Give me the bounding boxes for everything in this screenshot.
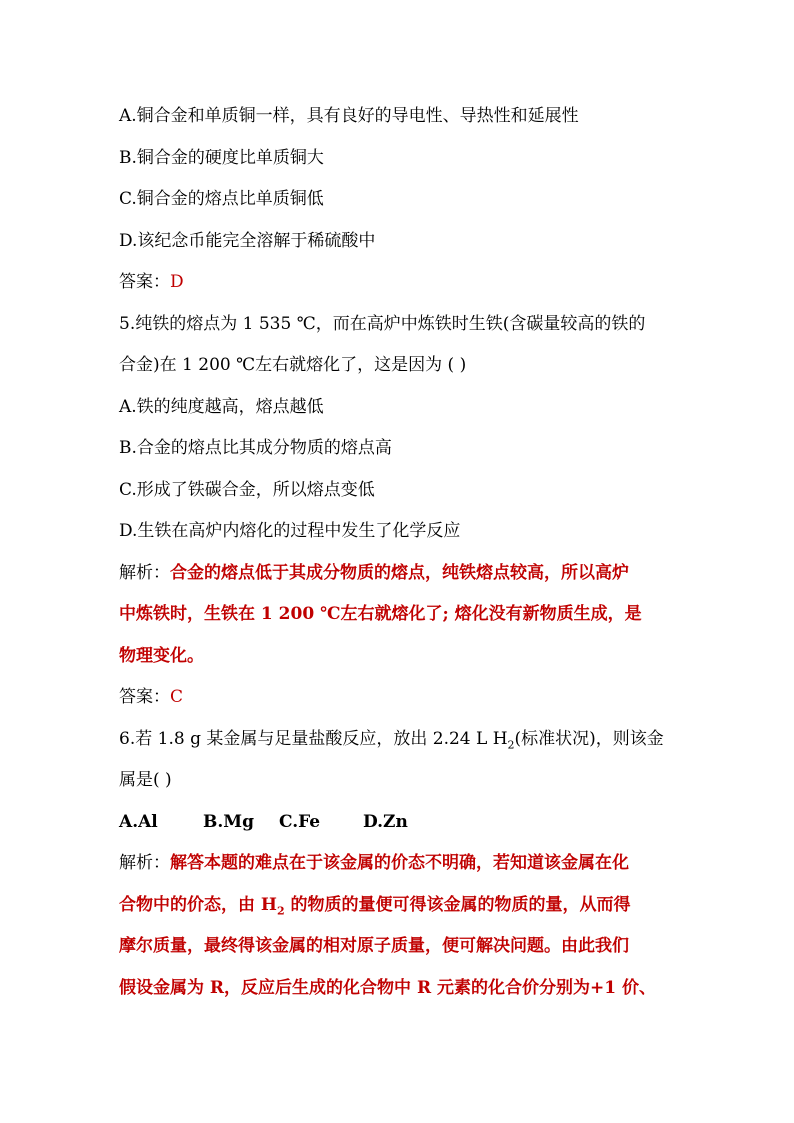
q5-analysis-line3: 物理变化。 (119, 645, 204, 666)
q6-stem-line2: 属是( ) (119, 770, 172, 790)
q6-analysis-line1 (119, 843, 689, 885)
q6-stem-line1 (119, 719, 689, 761)
q5-answer-value: C (170, 687, 184, 707)
q5-option-c: C.形成了铁碳合金，所以熔点变低 (119, 479, 375, 500)
q6-option-a: A.Al (119, 811, 158, 832)
q4-option-d: D.该纪念币能完全溶解于稀硫酸中 (119, 230, 376, 251)
q5-option-b: B.合金的熔点比其成分物质的熔点高 (119, 438, 392, 458)
q5-analysis-line2: 中炼铁时，生铁在 1 200 ℃左右就熔化了; 熔化没有新物质生成，是 (119, 604, 642, 624)
q5-analysis-text-1: 合金的熔点低于其成分物质的熔点，纯铁熔点较高，所以高炉 (170, 562, 629, 583)
q5-analysis-label: 解析： (119, 562, 170, 583)
q4-answer-label: 答案： (119, 272, 170, 292)
q5-option-d: D.生铁在高炉内熔化的过程中发生了化学反应 (119, 521, 461, 541)
q6-option-c: C.Fe (279, 811, 321, 832)
q5-stem-line1: 5.纯铁的熔点为 1 535 ℃，而在高炉中炼铁时生铁(含碳量较高的铁的 (119, 313, 646, 334)
q5-answer (119, 677, 689, 719)
q6-analysis-line4: 假设金属为 R，反应后生成的化合物中 R 元素的化合价分别为+1 价、 (119, 977, 657, 998)
q4-option-a: A.铜合金和单质铜一样，具有良好的导电性、导热性和延展性 (119, 106, 579, 126)
q6-analysis-text-1: 解答本题的难点在于该金属的价态不明确，若知道该金属在化 (170, 853, 629, 873)
q6-stem-line1-subscript: 2 (507, 737, 515, 751)
q5-stem-line2: 合金)在 1 200 ℃左右就熔化了，这是因为 ( ) (119, 355, 467, 375)
q6-option-d: D.Zn (363, 811, 408, 832)
q6-stem-line1-b: (标准状况)，则该金 (514, 728, 664, 749)
q6-options (119, 802, 689, 844)
q6-analysis-line2-b: 的物质的量便可得该金属的物质的量，从而得 (284, 894, 631, 915)
q6-analysis-line2 (119, 885, 689, 927)
q5-analysis-line1 (119, 553, 689, 595)
q6-stem-line1-a: 6.若 1.8 g 某金属与足量盐酸反应，放出 2.24 L H (119, 728, 508, 749)
q6-analysis-line3: 摩尔质量，最终得该金属的相对原子质量，便可解决问题。由此我们 (119, 936, 629, 956)
q4-option-c: C.铜合金的熔点比单质铜低 (119, 189, 324, 209)
q6-analysis-line2-subscript: 2 (276, 903, 285, 917)
q6-analysis-label: 解析： (119, 853, 170, 873)
q4-option-b: B.铜合金的硬度比单质铜大 (119, 147, 324, 168)
q5-option-a: A.铁的纯度越高，熔点越低 (119, 396, 324, 417)
q4-answer-value: D (170, 272, 184, 292)
q5-answer-label: 答案： (119, 687, 170, 707)
q6-analysis-line2-a: 合物中的价态，由 H (119, 894, 277, 915)
document-page (119, 96, 689, 1009)
q4-answer (119, 262, 689, 304)
q6-option-b: B.Mg (203, 811, 254, 832)
